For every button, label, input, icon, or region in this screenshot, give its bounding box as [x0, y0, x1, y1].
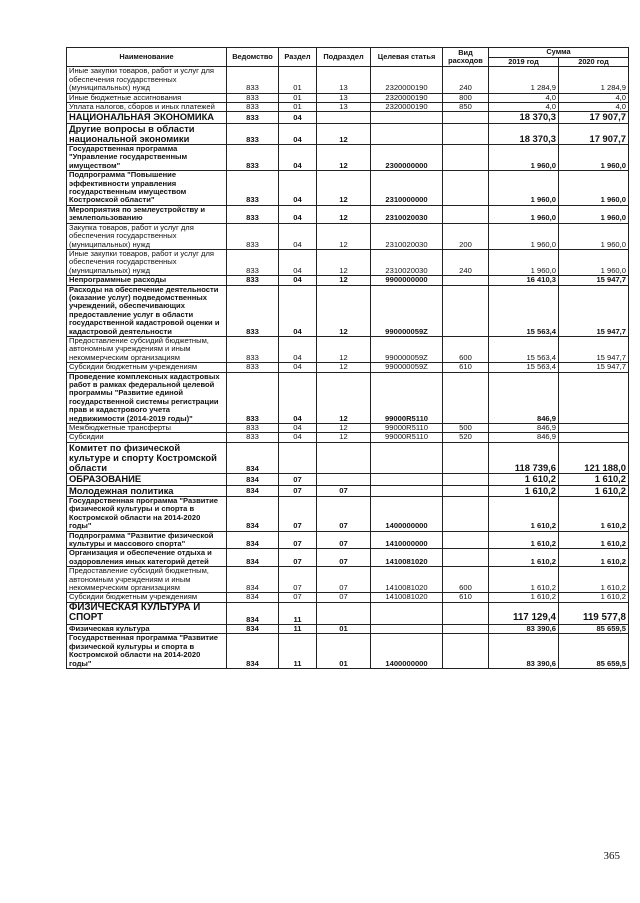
cell-section: 04 — [279, 123, 317, 144]
table-row — [67, 67, 629, 93]
table-row — [67, 123, 629, 144]
cell-subsection: 07 — [317, 531, 371, 549]
cell-section — [279, 442, 317, 474]
cell-target: 2310020030 — [371, 223, 443, 249]
cell-2020: 4,0 — [559, 93, 629, 102]
cell-subsection: 13 — [317, 93, 371, 102]
cell-subsection: 01 — [317, 624, 371, 633]
cell-exp-type — [443, 485, 489, 496]
cell-exp-type: 850 — [443, 103, 489, 112]
cell-dept: 833 — [227, 223, 279, 249]
cell-section: 04 — [279, 112, 317, 123]
cell-2019: 846,9 — [489, 372, 559, 423]
cell-2020: 15 947,7 — [559, 285, 629, 336]
table-row — [67, 424, 629, 433]
cell-subsection: 12 — [317, 171, 371, 206]
cell-dept: 833 — [227, 424, 279, 433]
cell-exp-type: 200 — [443, 223, 489, 249]
cell-2019: 1 960,0 — [489, 205, 559, 223]
table-row — [67, 634, 629, 669]
cell-subsection: 12 — [317, 276, 371, 285]
cell-name: Иные бюджетные ассигнования — [67, 93, 227, 102]
cell-name: Государственная программа "Развитие физической культуры и спорта в Костромской области на 2014-2020 годы" — [67, 634, 227, 669]
cell-target: 1400000000 — [371, 634, 443, 669]
cell-dept: 834 — [227, 593, 279, 602]
header-section: Раздел — [279, 48, 317, 67]
cell-subsection: 12 — [317, 285, 371, 336]
cell-2019: 4,0 — [489, 93, 559, 102]
cell-2020: 1 610,2 — [559, 593, 629, 602]
cell-section: 07 — [279, 474, 317, 485]
cell-2019: 117 129,4 — [489, 602, 559, 624]
cell-dept: 833 — [227, 276, 279, 285]
cell-exp-type: 610 — [443, 363, 489, 372]
cell-2020: 85 659,5 — [559, 624, 629, 633]
cell-dept: 834 — [227, 567, 279, 593]
table-row — [67, 205, 629, 223]
cell-dept: 833 — [227, 123, 279, 144]
cell-section: 04 — [279, 424, 317, 433]
cell-dept: 833 — [227, 93, 279, 102]
cell-2020: 1 960,0 — [559, 171, 629, 206]
cell-section: 04 — [279, 145, 317, 171]
cell-2019: 15 563,4 — [489, 336, 559, 362]
cell-exp-type — [443, 372, 489, 423]
cell-section: 04 — [279, 249, 317, 275]
cell-target: 2320000190 — [371, 93, 443, 102]
page-number: 365 — [603, 850, 620, 862]
cell-exp-type: 600 — [443, 567, 489, 593]
cell-dept: 833 — [227, 372, 279, 423]
cell-target — [371, 442, 443, 474]
cell-target — [371, 123, 443, 144]
cell-name: Подпрограмма "Развитие физической культуры и массового спорта" — [67, 531, 227, 549]
cell-section: 11 — [279, 602, 317, 624]
cell-2019: 1 610,2 — [489, 496, 559, 531]
table-row — [67, 223, 629, 249]
table-row — [67, 442, 629, 474]
cell-name: Проведение комплексных кадастровых работ в рамках федеральной целевой программы "Развитие единой государственной системы регистрации прав и кадастрового учета недвижимости (2014-2019 годы)" — [67, 372, 227, 423]
table-row — [67, 567, 629, 593]
cell-dept: 833 — [227, 336, 279, 362]
cell-2019: 83 390,6 — [489, 634, 559, 669]
header-2019: 2019 год — [489, 58, 559, 67]
cell-target: 2310020030 — [371, 249, 443, 275]
cell-dept: 834 — [227, 496, 279, 531]
header-target: Целевая статья — [371, 48, 443, 67]
cell-exp-type — [443, 496, 489, 531]
cell-exp-type: 500 — [443, 424, 489, 433]
cell-dept: 833 — [227, 67, 279, 93]
table-row — [67, 336, 629, 362]
cell-subsection: 07 — [317, 485, 371, 496]
cell-2020: 85 659,5 — [559, 634, 629, 669]
cell-subsection: 01 — [317, 634, 371, 669]
cell-dept: 834 — [227, 624, 279, 633]
cell-2020 — [559, 372, 629, 423]
cell-2019: 1 960,0 — [489, 171, 559, 206]
cell-target — [371, 624, 443, 633]
cell-2020: 15 947,7 — [559, 363, 629, 372]
cell-name: Подпрограмма "Повышение эффективности управления государственным имуществом Костромской области" — [67, 171, 227, 206]
cell-name: НАЦИОНАЛЬНАЯ ЭКОНОМИКА — [67, 112, 227, 123]
cell-dept: 833 — [227, 363, 279, 372]
cell-section: 07 — [279, 567, 317, 593]
table-row — [67, 593, 629, 602]
cell-target: 2300000000 — [371, 145, 443, 171]
cell-subsection: 12 — [317, 223, 371, 249]
cell-exp-type — [443, 634, 489, 669]
cell-dept: 834 — [227, 442, 279, 474]
cell-exp-type — [443, 285, 489, 336]
table-body — [67, 67, 629, 669]
cell-section: 04 — [279, 285, 317, 336]
cell-exp-type: 240 — [443, 67, 489, 93]
cell-exp-type — [443, 531, 489, 549]
cell-exp-type — [443, 624, 489, 633]
header-name: Наименование — [67, 48, 227, 67]
cell-2020 — [559, 433, 629, 442]
cell-2019: 1 960,0 — [489, 223, 559, 249]
cell-2019: 1 610,2 — [489, 549, 559, 567]
cell-subsection — [317, 112, 371, 123]
cell-exp-type — [443, 123, 489, 144]
cell-dept: 833 — [227, 433, 279, 442]
table-row — [67, 624, 629, 633]
cell-subsection: 12 — [317, 249, 371, 275]
cell-name: Физическая культура — [67, 624, 227, 633]
cell-section: 01 — [279, 93, 317, 102]
cell-target: 2310020030 — [371, 205, 443, 223]
cell-subsection: 12 — [317, 123, 371, 144]
cell-name: Предоставление субсидий бюджетным, автономным учреждениям и иным некоммерческим организациям — [67, 567, 227, 593]
cell-subsection: 07 — [317, 593, 371, 602]
header-dept: Ведомство — [227, 48, 279, 67]
cell-exp-type: 800 — [443, 93, 489, 102]
table-row — [67, 474, 629, 485]
cell-target: 2320000190 — [371, 67, 443, 93]
cell-exp-type — [443, 145, 489, 171]
cell-target: 990000059Z — [371, 285, 443, 336]
cell-2019: 1 610,2 — [489, 485, 559, 496]
table-row — [67, 531, 629, 549]
cell-name: Расходы на обеспечение деятельности (оказание услуг) подведомственных учреждений, обеспечивающих предоставление услуг в области государственной кадастровой оценки и кадастровой деятельности — [67, 285, 227, 336]
cell-2020: 1 610,2 — [559, 496, 629, 531]
cell-target: 1410081020 — [371, 593, 443, 602]
cell-target: 2320000190 — [371, 103, 443, 112]
cell-section: 04 — [279, 276, 317, 285]
cell-2019: 4,0 — [489, 103, 559, 112]
header-subsection: Подраздел — [317, 48, 371, 67]
cell-name: Закупка товаров, работ и услуг для обеспечения государственных (муниципальных) нужд — [67, 223, 227, 249]
cell-2020: 1 610,2 — [559, 485, 629, 496]
cell-2019: 1 610,2 — [489, 567, 559, 593]
cell-section: 01 — [279, 103, 317, 112]
cell-section: 07 — [279, 549, 317, 567]
cell-name: ФИЗИЧЕСКАЯ КУЛЬТУРА И СПОРТ — [67, 602, 227, 624]
cell-2019: 118 739,6 — [489, 442, 559, 474]
header-2020: 2020 год — [559, 58, 629, 67]
cell-target: 99000R5110 — [371, 372, 443, 423]
cell-dept: 833 — [227, 103, 279, 112]
cell-target — [371, 112, 443, 123]
cell-exp-type — [443, 602, 489, 624]
table-row — [67, 171, 629, 206]
cell-exp-type — [443, 112, 489, 123]
cell-subsection: 12 — [317, 205, 371, 223]
cell-target: 1400000000 — [371, 496, 443, 531]
cell-name: Непрограммные расходы — [67, 276, 227, 285]
cell-name: Государственная программа "Управление государственным имуществом" — [67, 145, 227, 171]
cell-dept: 833 — [227, 145, 279, 171]
cell-subsection: 13 — [317, 67, 371, 93]
cell-2020 — [559, 424, 629, 433]
cell-section: 04 — [279, 433, 317, 442]
cell-exp-type: 610 — [443, 593, 489, 602]
cell-section: 07 — [279, 531, 317, 549]
cell-2020: 1 610,2 — [559, 531, 629, 549]
cell-section: 07 — [279, 593, 317, 602]
cell-2020: 17 907,7 — [559, 112, 629, 123]
cell-name: Комитет по физической культуре и спорту Костромской области — [67, 442, 227, 474]
cell-2020: 1 960,0 — [559, 205, 629, 223]
cell-section: 01 — [279, 67, 317, 93]
cell-2019: 18 370,3 — [489, 112, 559, 123]
cell-2020: 15 947,7 — [559, 336, 629, 362]
cell-exp-type — [443, 442, 489, 474]
table-row — [67, 485, 629, 496]
cell-dept: 833 — [227, 112, 279, 123]
cell-subsection: 07 — [317, 496, 371, 531]
cell-2019: 1 610,2 — [489, 474, 559, 485]
cell-section: 04 — [279, 336, 317, 362]
table-row — [67, 285, 629, 336]
cell-subsection: 12 — [317, 145, 371, 171]
cell-exp-type — [443, 276, 489, 285]
cell-dept: 834 — [227, 531, 279, 549]
cell-2019: 846,9 — [489, 424, 559, 433]
table-row — [67, 496, 629, 531]
cell-2019: 1 960,0 — [489, 249, 559, 275]
cell-2019: 1 284,9 — [489, 67, 559, 93]
cell-2019: 1 610,2 — [489, 593, 559, 602]
cell-target — [371, 602, 443, 624]
cell-target — [371, 485, 443, 496]
cell-section: 07 — [279, 496, 317, 531]
cell-subsection: 12 — [317, 363, 371, 372]
cell-section: 04 — [279, 363, 317, 372]
cell-dept: 833 — [227, 205, 279, 223]
cell-name: Уплата налогов, сборов и иных платежей — [67, 103, 227, 112]
cell-target: 9900000000 — [371, 276, 443, 285]
cell-subsection: 07 — [317, 549, 371, 567]
cell-name: Межбюджетные трансферты — [67, 424, 227, 433]
cell-2019: 846,9 — [489, 433, 559, 442]
cell-dept: 833 — [227, 285, 279, 336]
cell-name: Предоставление субсидий бюджетным, автономным учреждениям и иным некоммерческим организациям — [67, 336, 227, 362]
cell-subsection: 12 — [317, 336, 371, 362]
cell-2019: 1 610,2 — [489, 531, 559, 549]
cell-name: Иные закупки товаров, работ и услуг для обеспечения государственных (муниципальных) нужд — [67, 249, 227, 275]
cell-2020: 121 188,0 — [559, 442, 629, 474]
cell-2019: 15 563,4 — [489, 285, 559, 336]
cell-section: 04 — [279, 171, 317, 206]
cell-subsection: 07 — [317, 567, 371, 593]
cell-target: 99000R5110 — [371, 424, 443, 433]
cell-exp-type: 600 — [443, 336, 489, 362]
cell-2020: 4,0 — [559, 103, 629, 112]
cell-name: ОБРАЗОВАНИЕ — [67, 474, 227, 485]
cell-section: 04 — [279, 205, 317, 223]
cell-2020: 15 947,7 — [559, 276, 629, 285]
cell-target: 1410000000 — [371, 531, 443, 549]
cell-exp-type — [443, 171, 489, 206]
cell-section: 07 — [279, 485, 317, 496]
cell-2019: 1 960,0 — [489, 145, 559, 171]
table-row — [67, 112, 629, 123]
cell-name: Субсидии бюджетным учреждениям — [67, 593, 227, 602]
cell-dept: 834 — [227, 474, 279, 485]
cell-exp-type: 240 — [443, 249, 489, 275]
cell-target — [371, 474, 443, 485]
header-sum: Сумма — [489, 48, 629, 58]
header-exp-type: Вид расходов — [443, 48, 489, 67]
table-row — [67, 93, 629, 102]
cell-dept: 833 — [227, 249, 279, 275]
table-row — [67, 145, 629, 171]
cell-name: Субсидии — [67, 433, 227, 442]
cell-subsection — [317, 602, 371, 624]
cell-section: 11 — [279, 624, 317, 633]
table-row — [67, 372, 629, 423]
table-row — [67, 276, 629, 285]
cell-2020: 17 907,7 — [559, 123, 629, 144]
cell-subsection: 12 — [317, 424, 371, 433]
cell-dept: 834 — [227, 549, 279, 567]
table-row — [67, 549, 629, 567]
cell-name: Мероприятия по землеустройству и землепользованию — [67, 205, 227, 223]
cell-subsection — [317, 474, 371, 485]
cell-2020: 1 960,0 — [559, 223, 629, 249]
cell-2020: 1 610,2 — [559, 474, 629, 485]
cell-target: 2310000000 — [371, 171, 443, 206]
cell-2020: 119 577,8 — [559, 602, 629, 624]
cell-2020: 1 960,0 — [559, 249, 629, 275]
cell-name: Молодежная политика — [67, 485, 227, 496]
cell-exp-type — [443, 474, 489, 485]
cell-2019: 18 370,3 — [489, 123, 559, 144]
cell-dept: 834 — [227, 485, 279, 496]
cell-exp-type — [443, 549, 489, 567]
cell-2020: 1 284,9 — [559, 67, 629, 93]
cell-subsection: 12 — [317, 433, 371, 442]
cell-2020: 1 610,2 — [559, 549, 629, 567]
cell-target: 1410081020 — [371, 549, 443, 567]
budget-table — [66, 47, 629, 669]
cell-section: 11 — [279, 634, 317, 669]
budget-table-page — [66, 47, 628, 669]
cell-target: 99000R5110 — [371, 433, 443, 442]
cell-name: Субсидии бюджетным учреждениям — [67, 363, 227, 372]
table-row — [67, 602, 629, 624]
table-row — [67, 249, 629, 275]
cell-dept: 834 — [227, 634, 279, 669]
cell-section: 04 — [279, 372, 317, 423]
cell-2019: 15 563,4 — [489, 363, 559, 372]
table-row — [67, 363, 629, 372]
cell-name: Государственная программа "Развитие физической культуры и спорта в Костромской области на 2014-2020 годы" — [67, 496, 227, 531]
cell-subsection — [317, 442, 371, 474]
cell-target: 990000059Z — [371, 363, 443, 372]
cell-target: 1410081020 — [371, 567, 443, 593]
cell-2019: 83 390,6 — [489, 624, 559, 633]
cell-exp-type — [443, 205, 489, 223]
cell-dept: 833 — [227, 171, 279, 206]
cell-2020: 1 960,0 — [559, 145, 629, 171]
cell-name: Иные закупки товаров, работ и услуг для обеспечения государственных (муниципальных) нужд — [67, 67, 227, 93]
cell-target: 990000059Z — [371, 336, 443, 362]
cell-dept: 834 — [227, 602, 279, 624]
cell-subsection: 13 — [317, 103, 371, 112]
cell-subsection: 12 — [317, 372, 371, 423]
cell-2019: 16 410,3 — [489, 276, 559, 285]
cell-section: 04 — [279, 223, 317, 249]
table-row — [67, 103, 629, 112]
cell-name: Организация и обеспечение отдыха и оздоровления иных категорий детей — [67, 549, 227, 567]
cell-exp-type: 520 — [443, 433, 489, 442]
table-row — [67, 433, 629, 442]
cell-2020: 1 610,2 — [559, 567, 629, 593]
cell-name: Другие вопросы в области национальной экономики — [67, 123, 227, 144]
